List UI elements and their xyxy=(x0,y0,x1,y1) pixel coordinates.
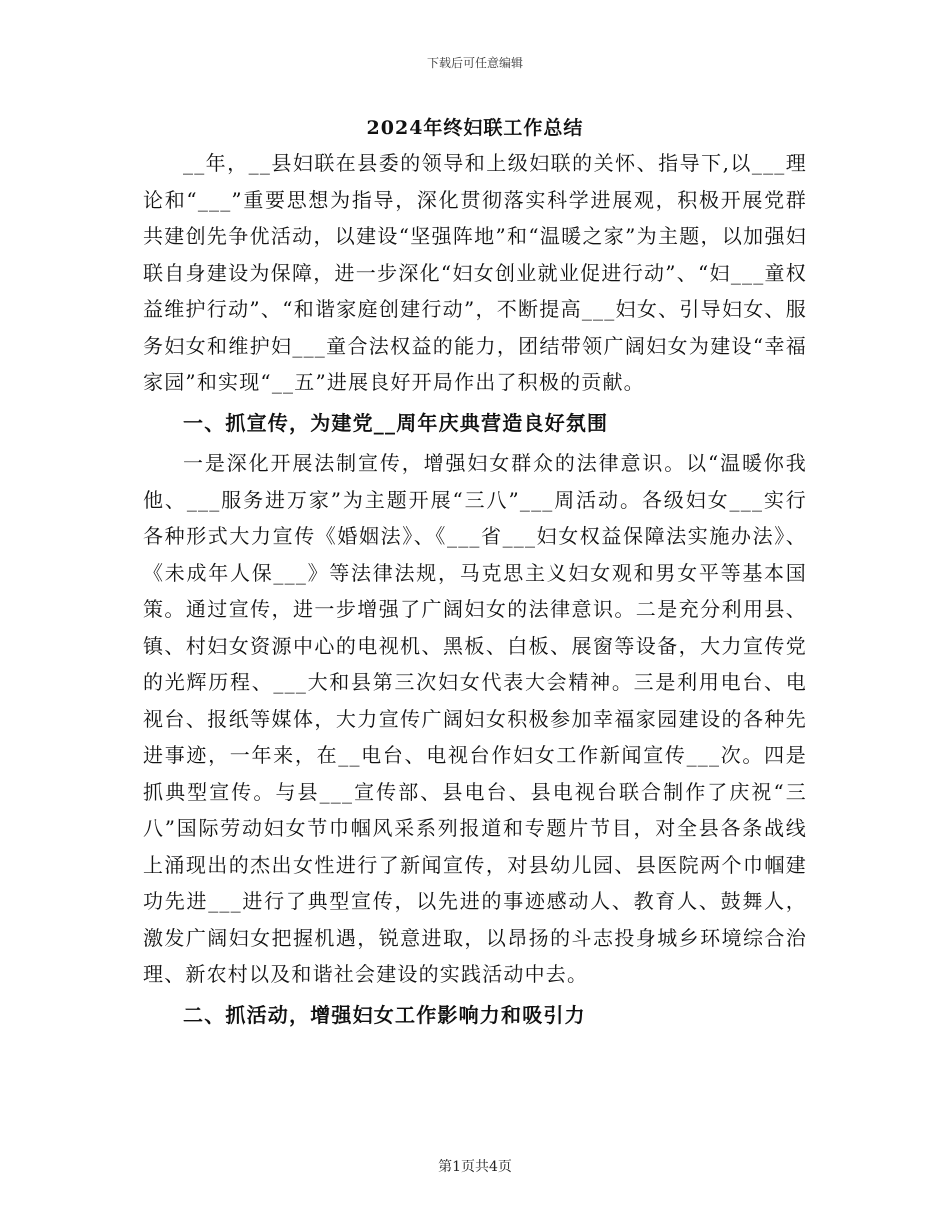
intro-paragraph: __年，__县妇联在县委的领导和上级妇联的关怀、指导下,以___理论和“___”重要思想为指导，深化贯彻落实科学进展观，积极开展党群共建创先争优活动，以建设“坚强阵地”和“温暖之家”为主题，以加强妇联自身建设为保障，进一步深化“妇女创业就业促进行动”、“妇___童权益维护行动”、“和谐家庭创建行动”，不断提高___妇女、引导妇女、服务妇女和维护妇___童合法权益的能力，团结带领广阔妇女为建设“幸福家园”和实现“__五”进展良好开局作出了积极的贡献。 xyxy=(143,151,807,394)
section-heading-1: 一、抓宣传，为建党__周年庆典营造良好氛围 xyxy=(183,410,609,435)
document-title: 2024年终妇联工作总结 xyxy=(366,117,584,139)
header-note: 下载后可任意编辑 xyxy=(426,56,523,70)
page-footer: 第1页共4页 xyxy=(438,1159,512,1175)
section-1-paragraph: 一是深化开展法制宣传，增强妇女群众的法律意识。以“温暖你我他、___服务进万家”为主题开展“三八”___周活动。各级妇女___实行各种形式大力宣传《婚姻法》、《___省___妇女权益保障法实施办法》、《未成年人保___》等法律法规，马克思主义妇女观和男女平等基本国策。通过宣传，进一步增强了广阔妇女的法律意识。二是充分利用县、镇、村妇女资源中心的电视机、黑板、白板、展窗等设备，大力宣传党的光辉历程、___大和县第三次妇女代表大会精神。三是利用电台、电视台、报纸等媒体，大力宣传广阔妇女积极参加幸福家园建设的各种先进事迹，一年来，在__电台、电视台作妇女工作新闻宣传___次。四是抓典型宣传。与县___宣传部、县电台、县电视台联合制作了庆祝“三八”国际劳动妇女节巾帼风采系列报道和专题片节目，对全县各条战线上涌现出的杰出女性进行了新闻宣传，对县幼儿园、县医院两个巾帼建功先进___进行了典型宣传，以先进的事迹感动人、教育人、鼓舞人，激发广阔妇女把握机遇，锐意进取，以昂扬的斗志投身城乡环境综合治理、新农村以及和谐社会建设的实践活动中去。 xyxy=(143,451,807,986)
section-heading-2: 二、抓活动，增强妇女工作影响力和吸引力 xyxy=(183,1002,586,1027)
document-body xyxy=(143,145,807,1037)
